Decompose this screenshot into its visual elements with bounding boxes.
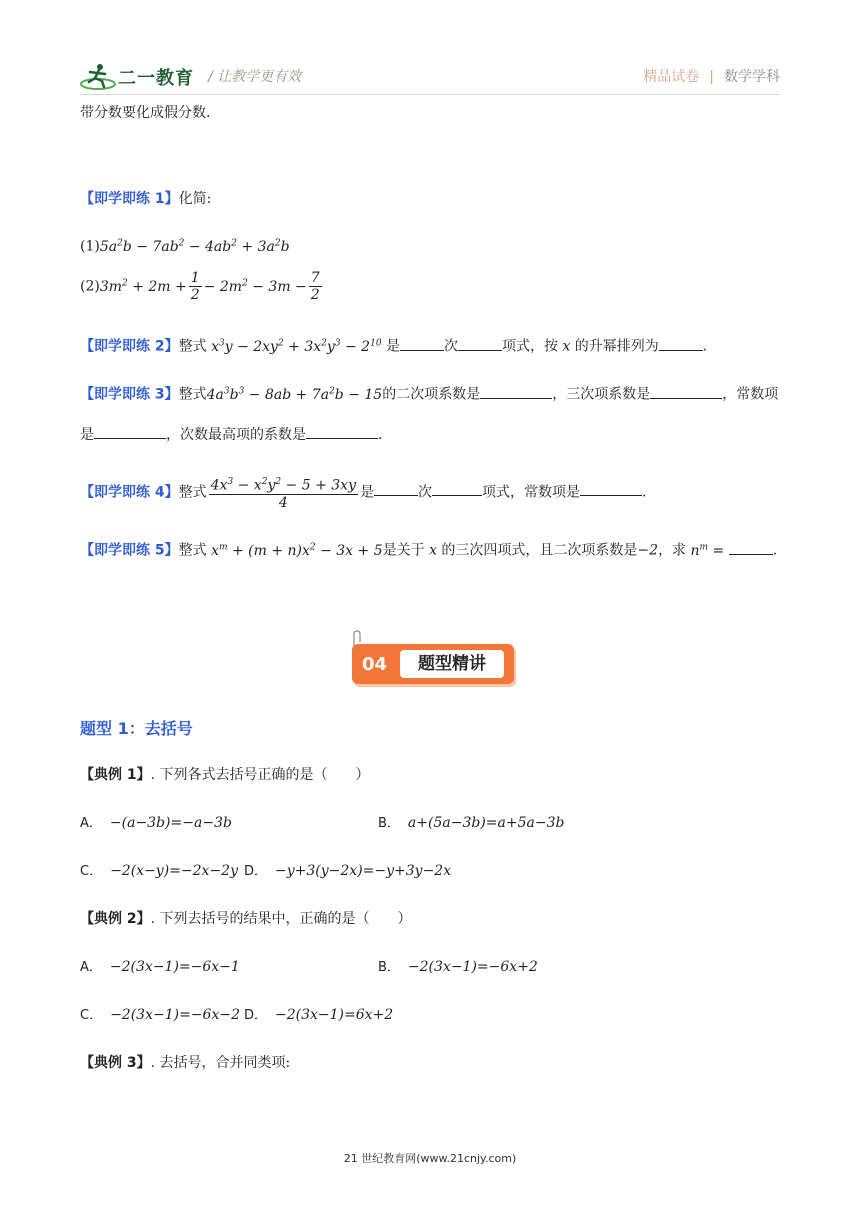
math-expression: $4a^3b^3 - 8ab + 7a^2b - 15$ (206, 386, 383, 403)
answer-blank[interactable] (458, 336, 502, 351)
answer-blank[interactable] (659, 336, 703, 351)
example-tag: 【典例 1】 (80, 767, 151, 783)
exercise-1-item-1 (80, 232, 290, 258)
header-premium-label: 精品试卷 (643, 69, 700, 85)
example-3 (80, 1052, 290, 1074)
exercise-1-item-2: $(2)3m^2 + 2m$ + $\frac{1}{2}$ − $2m^2 - 3m$ − $\frac{7}{2}$ (80, 270, 320, 303)
answer-blank[interactable] (650, 384, 722, 399)
option-c[interactable]: C． −2(x−y)=−2x−2y (80, 863, 238, 879)
exercise-tag: 【即学即练 5】 (80, 542, 179, 559)
example-tag: 【典例 2】 (80, 911, 151, 927)
page-footer: 21 世纪教育网(www.21cnjy.com) (343, 1152, 517, 1165)
example-tag: 【典例 3】 (80, 1055, 151, 1071)
exercise-tag: 【即学即练 3】 (80, 386, 179, 403)
option-b[interactable]: B． a+(5a−3b)=a+5a−3b (378, 815, 565, 831)
item-number: (2) (80, 278, 100, 295)
exercise-4: 【即学即练 4】整式 $\frac{4x^3 - x^2y^2 - 5 + 3xy}{4}$ 是 次 项式，常数项是 . (80, 474, 646, 511)
math-expression: $x^m + (m + n)x^2 - 3x + 5$ (206, 542, 383, 559)
header-subject (643, 66, 780, 86)
header-subject-label: 数学学科 (724, 69, 780, 85)
exercise-2: 【即学即练 2】整式 $x^3y - 2xy^2 + 3x^2y^3 - 2^{10}$ 是 次 项式，按 x 的升幂排列为 . (80, 332, 707, 358)
intro-text: 带分数要化成假分数. (80, 105, 211, 121)
banner-title: 题型精讲 (400, 650, 504, 678)
exercise-tag: 【即学即练 2】 (80, 338, 179, 355)
answer-blank[interactable] (374, 481, 418, 496)
answer-blank[interactable] (580, 481, 642, 496)
exercise-5: 【即学即练 5】整式 $x^m + (m + n)x^2 - 3x + 5$是关于 x 的三次四项式，且二次项系数是−2，求 $n^m$ = . (80, 536, 777, 562)
example-2 (80, 908, 412, 930)
section-banner (348, 636, 518, 688)
option-c[interactable]: C． −2(3x−1)=−6x−2 (80, 1007, 240, 1023)
math-expression: $x^3y - 2xy^2 + 3x^2y^3 - 2^{10}$ (206, 338, 382, 355)
math-expression: $5a^2b - 7ab^2 - 4ab^2 + 3a^2b$ (99, 238, 290, 255)
exercise-1 (80, 188, 211, 210)
exercise-tag: 【即学即练 4】 (80, 484, 179, 501)
runner-logo-icon (80, 62, 116, 90)
header-separator: | (709, 69, 714, 85)
page-header (80, 60, 780, 94)
example-text: . 去括号，合并同类项: (150, 1055, 291, 1071)
banner-number: 04 (362, 654, 388, 675)
answer-blank[interactable] (432, 481, 482, 496)
exercise-tag: 【即学即练 1】 (80, 191, 179, 207)
example-text: . 下列各式去括号正确的是（ ） (150, 767, 370, 783)
fraction: $\frac{7}{2}$ (310, 270, 320, 303)
option-d[interactable]: D． −2(3x−1)=6x+2 (244, 1007, 394, 1023)
answer-blank[interactable] (480, 384, 552, 399)
answer-blank[interactable] (306, 424, 378, 439)
option-a[interactable]: A． −(a−3b)=−a−3b (80, 815, 232, 831)
header-divider (80, 94, 780, 95)
answer-blank[interactable] (400, 336, 444, 351)
brand-slogan: / 让教学更有效 (208, 69, 302, 85)
option-b[interactable]: B． −2(3x−1)=−6x+2 (378, 959, 538, 975)
section-title: 题型 1：去括号 (80, 719, 193, 738)
option-d[interactable]: D． −y+3(y−2x)=−y+3y−2x (244, 863, 452, 879)
exercise-3: 【即学即练 3】整式$4a^3b^3 - 8ab + 7a^2b - 15$的二次项系数是 ，三次项系数是 ，常数项 (80, 380, 778, 406)
answer-blank[interactable] (729, 540, 773, 555)
option-a[interactable]: A． −2(3x−1)=−6x−1 (80, 959, 240, 975)
exercise-text: 化简: (178, 191, 212, 207)
answer-blank[interactable] (94, 424, 166, 439)
fraction: $\frac{4x^3 - x^2y^2 - 5 + 3xy}{4}$ (209, 474, 358, 511)
fraction: $\frac{1}{2}$ (190, 270, 200, 303)
brand-name: 二一教育 (118, 68, 194, 89)
example-1 (80, 764, 370, 786)
math-expression: $3m^2 + 2m$ + (99, 277, 187, 295)
example-text: . 下列去括号的结果中，正确的是（ ） (150, 911, 412, 927)
exercise-3-line-2: 是 ，次数最高项的系数是 . (80, 424, 382, 446)
item-number: (1) (80, 238, 100, 255)
